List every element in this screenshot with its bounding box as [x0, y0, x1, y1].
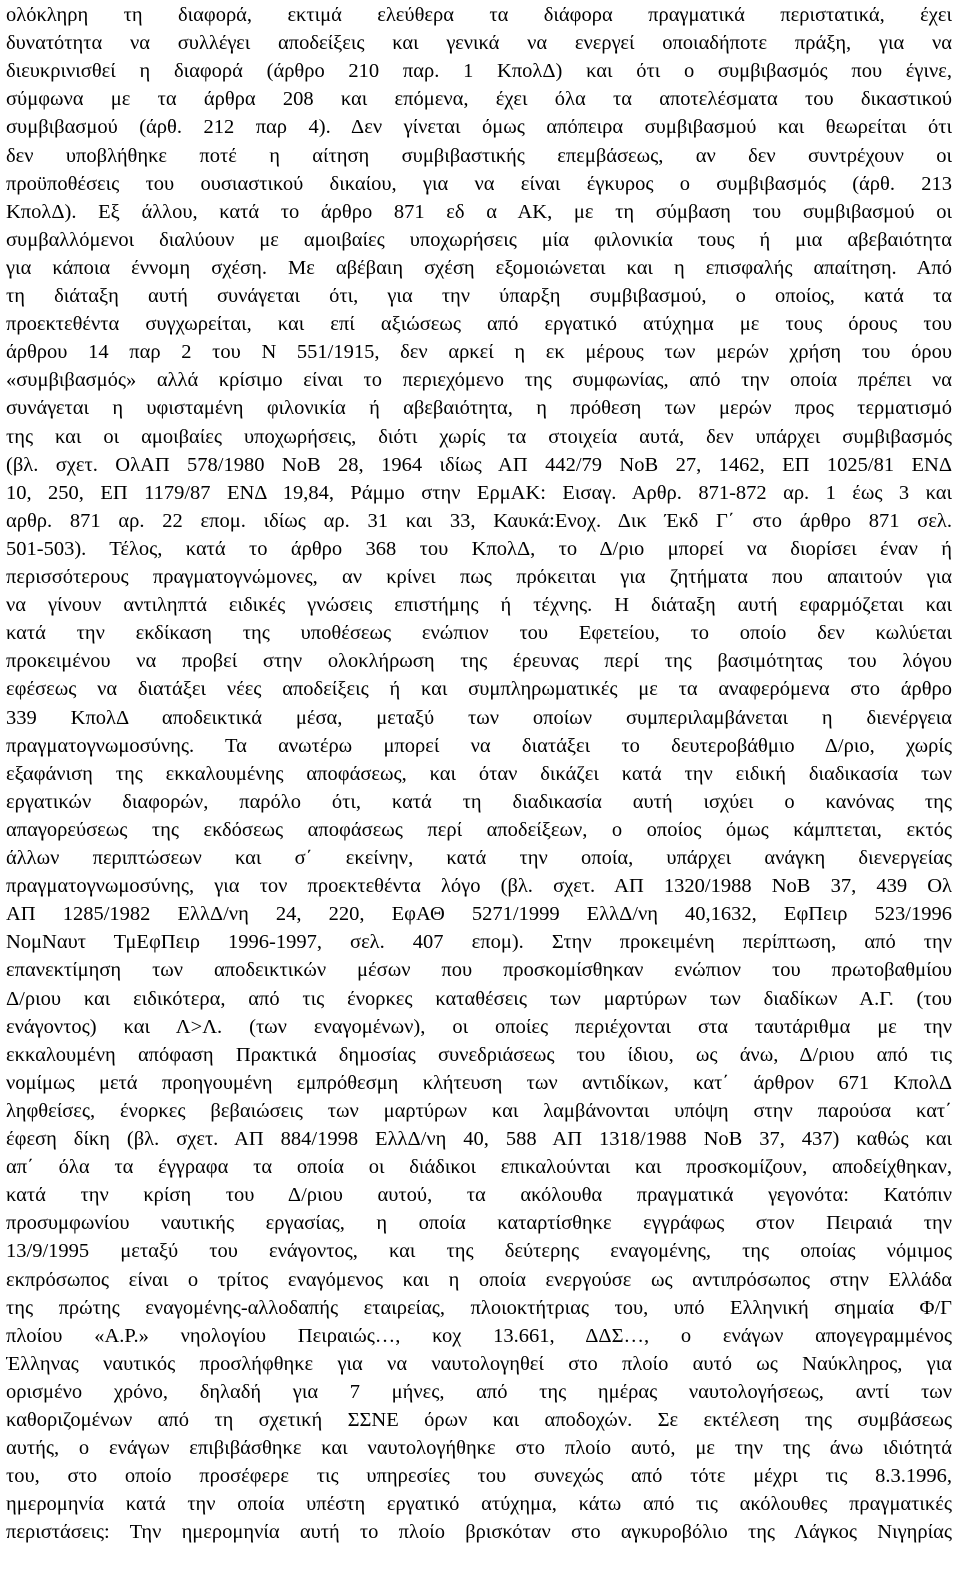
text-line: συνάγεται η υφισταμένη φιλονικία ή αβεβαιότητα, η πρόθεση των μερών προς τερματισμό: [6, 397, 952, 420]
text-line: συμβιβασμού (άρθ. 212 παρ 4). Δεν γίνεται όμως απόπειρα συμβιβασμού και θεωρείται ότι: [6, 116, 952, 139]
text-line: ολόκληρη τη διαφορά, εκτιμά ελεύθερα τα διάφορα πραγματικά περιστατικά, έχει: [6, 4, 952, 26]
text-line: προκειμένου να προβεί στην ολοκλήρωση της έρευνας περί της βασιμότητας του λόγου: [6, 650, 952, 673]
text-line: ενάγοντος) και Λ>Λ. (των εναγομένων), οι οποίες περιέχονται στα ταυτάριθμα με την: [6, 1015, 952, 1038]
text-line: 13/9/1995 μεταξύ του ενάγοντος, και της δεύτερης εναγομένης, της οποίας νόμιμος: [6, 1240, 952, 1263]
text-line: αρθρ. 871 αρ. 22 επομ. ιδίως αρ. 31 και 33, Καυκά:Ενοχ. Δικ Έκδ Γ΄ στο άρθρο 871 σελ.: [6, 509, 952, 532]
text-line: ληφθείσες, ένορκες βεβαιώσεις των μαρτύρων και λαμβάνονται υπόψη στην παρούσα κατ΄: [6, 1099, 952, 1122]
text-line: τη διάταξη αυτή συνάγεται ότι, για την ύπαρξη συμβιβασμού, ο οποίος, κατά τα: [6, 285, 952, 307]
text-line: προϋποθέσεις του ουσιαστικού δικαίου, για να είναι έγκυρος ο συμβιβασμός (άρθ. 213: [6, 172, 952, 195]
text-line: κατά την κρίση του Δ/ριου αυτού, τα ακόλουθα πραγματικά γεγονότα: Κατόπιν: [6, 1184, 952, 1207]
text-line: σύμφωνα με τα άρθρα 208 και επόμενα, έχει όλα τα αποτελέσματα του δικαστικού: [6, 88, 952, 111]
text-line: Δ/ριου και ειδικότερα, από τις ένορκες καταθέσεις των μαρτύρων των διαδίκων Α.Γ. (του: [6, 987, 952, 1010]
text-line: 10, 250, ΕΠ 1179/87 ΕΝΔ 19,84, Ράμμο στην ΕρμΑΚ: Εισαγ. Αρθρ. 871-872 αρ. 1 έως 3 και: [6, 481, 952, 504]
text-line: πραγματογνωμοσύνης, για τον προεκτεθέντα λόγο (βλ. σχετ. ΑΠ 1320/1988 ΝοΒ 37, 439 Ολ: [6, 875, 952, 898]
text-line: εφέσεως να διατάξει νέες αποδείξεις ή και συμπληρωματικές με τα αναφερόμενα στο άρθρο: [6, 678, 952, 701]
text-line: άλλων περιπτώσεων και σ΄ εκείνην, κατά την οποία, υπάρχει ανάγκη διενεργείας: [6, 847, 952, 869]
text-line: ΑΠ 1285/1982 ΕλλΔ/νη 24, 220, ΕφΑΘ 5271/1999 ΕλλΔ/νη 40,1632, ΕφΠειρ 523/1996: [6, 903, 952, 926]
text-line: πλοίου «Α.Ρ.» νηολογίου Πειραιώς…, κοχ 13.661, ΔΔΣ…, ο ενάγων απογεγραμμένος: [6, 1324, 952, 1347]
text-line: καθοριζομένων από τη σχετική ΣΣΝΕ όρων και αποδοχών. Σε εκτέλεση της συμβάσεως: [6, 1409, 952, 1431]
text-line: ΝομΝαυτ ΤμΕφΠειρ 1996-1997, σελ. 407 επομ). Στην προκειμένη περίπτωση, από την: [6, 931, 952, 954]
text-line: επανεκτίμηση των αποδεικτικών μέσων που προσκομίσθηκαν ενώπιον του πρωτοβαθμίου: [6, 959, 952, 982]
text-line: περιστάσεις: Την ημερομηνία αυτή το πλοίο βρισκόταν στο αγκυροβόλιο της Λάγκος Νιγηρίας: [6, 1521, 952, 1544]
text-line: ΚπολΔ). Εξ άλλου, κατά το άρθρο 871 εδ α ΑΚ, με τη σύμβαση του συμβιβασμού οι: [6, 200, 952, 223]
text-line: αυτής, ο ενάγων επιβιβάσθηκε και ναυτολογήθηκε στο πλοίο αυτό, με την της άνω ιδιότητά: [6, 1437, 952, 1460]
text-line: απαγορεύσεως της εκδόσεως αποφάσεως περί αποδείξεων, ο οποίος όμως κάμπτεται, εκτός: [6, 818, 952, 841]
text-line: 501-503). Τέλος, κατά το άρθρο 368 του ΚπολΔ, το Δ/ριο μπορεί να διορίσει έναν ή: [6, 537, 952, 560]
text-line: προσυμφωνίου ναυτικής εργασίας, η οποία καταρτίσθηκε εγγράφως στον Πειραιά την: [6, 1212, 952, 1235]
text-line: εκκαλουμένη απόφαση Πρακτικά δημοσίας συνεδριάσεως του ίδιου, ως άνω, Δ/ριου από τις: [6, 1043, 952, 1066]
document-page: [6, 0, 952, 1594]
text-line: να γίνουν αντιληπτά ειδικές γνώσεις επιστήμης ή τέχνης. Η διάταξη αυτή εφαρμόζεται και: [6, 594, 952, 617]
text-line: εργατικών διαφορών, παρόλο ότι, κατά τη διαδικασία αυτή ισχύει ο κανόνας της: [6, 790, 952, 813]
text-line: «συμβιβασμός» αλλά κρίσιμο είναι το περιεχόμενο της συμφωνίας, από την οποία πρέπει να: [6, 369, 952, 392]
text-line: Έλληνας ναυτικός προσλήφθηκε για να ναυτολογηθεί στο πλοίο αυτό ως Ναύκληρος, για: [6, 1352, 952, 1375]
text-line: ορισμένο χρόνο, δηλαδή για 7 μήνες, από της ημέρας ναυτολογήσεως, αντί των: [6, 1380, 952, 1403]
text-line: του, στο οποίο προσέφερε τις υπηρεσίες του συνεχώς από τότε μέχρι τις 8.3.1996,: [6, 1465, 952, 1488]
text-line: εξαφάνιση της εκκαλουμένης αποφάσεως, και όταν δικάζει κατά την ειδική διαδικασία των: [6, 762, 952, 785]
text-line: 339 ΚπολΔ αποδεικτικά μέσα, μεταξύ των οποίων συμπεριλαμβάνεται η διενέργεια: [6, 706, 952, 729]
text-line: κατά την εκδίκαση της υποθέσεως ενώπιον του Εφετείου, το οποίο δεν κωλύεται: [6, 622, 952, 645]
text-line: (βλ. σχετ. ΟλΑΠ 578/1980 ΝοΒ 28, 1964 ιδίως ΑΠ 442/79 ΝοΒ 27, 1462, ΕΠ 1025/81 ΕΝΔ: [6, 453, 952, 476]
text-line: πραγματογνωμοσύνης. Τα ανωτέρω μπορεί να διατάξει το δευτεροβάθμιο Δ/ριο, χωρίς: [6, 734, 952, 757]
text-line: συμβαλλόμενοι διαλύουν με αμοιβαίες υποχωρήσεις μία φιλονικία τους ή μια αβεβαιότητα: [6, 228, 952, 251]
text-line: της και οι αμοιβαίες υποχωρήσεις, διότι χωρίς τα στοιχεία αυτά, δεν υπάρχει συμβιβασμός: [6, 425, 952, 448]
text-line: νομίμως μετά προηγουμένη εμπρόθεσμη κλήτευση των αντιδίκων, κατ΄ άρθρον 671 ΚπολΔ: [6, 1071, 952, 1094]
text-line: άρθρου 14 παρ 2 του Ν 551/1915, δεν αρκεί η εκ μέρους των μερών χρήση του όρου: [6, 341, 952, 364]
text-line: ημερομηνία κατά την οποία υπέστη εργατικό ατύχημα, κάτω από τις ακόλουθες πραγματικές: [6, 1493, 952, 1516]
text-line: διευκρινισθεί η διαφορά (άρθρο 210 παρ. 1 ΚπολΔ) και ότι ο συμβιβασμός που έγινε,: [6, 60, 952, 83]
text-line: για κάποια έννομη σχέση. Με αβέβαιη σχέση εξομοιώνεται και η επισφαλής απαίτηση. Από: [6, 256, 952, 279]
text-line: έφεση δίκη (βλ. σχετ. ΑΠ 884/1998 ΕλλΔ/νη 40, 588 ΑΠ 1318/1988 ΝοΒ 37, 437) καθώς και: [6, 1128, 952, 1150]
text-line: εκπρόσωπος είναι ο τρίτος εναγόμενος και η οποία ενεργούσε ως αντιπρόσωπος στην Ελλάδα: [6, 1268, 952, 1291]
text-line: δυνατότητα να συλλέγει αποδείξεις και γενικά να ενεργεί οποιαδήποτε πράξη, για να: [6, 32, 952, 55]
text-line: προεκτεθέντα συγχωρείται, και επί αξιώσεως από εργατικό ατύχημα με τους όρους του: [6, 313, 952, 336]
text-line: περισσότερους πραγματογνώμονες, αν κρίνει πως πρόκειται για ζητήματα που απαιτούν για: [6, 566, 952, 588]
text-line: της πρώτης εναγομένης-αλλοδαπής εταιρείας, πλοιοκτήτριας του, υπό Ελληνική σημαία Φ/Γ: [6, 1296, 952, 1319]
text-line: απ΄ όλα τα έγγραφα τα οποία οι διάδικοι επικαλούνται και προσκομίζουν, αποδείχθηκαν,: [6, 1156, 952, 1179]
text-line: [6, 1546, 952, 1576]
text-line: δεν υποβλήθηκε ποτέ η αίτηση συμβιβαστικής επεμβάσεως, αν δεν συντρέχουν οι: [6, 144, 952, 167]
